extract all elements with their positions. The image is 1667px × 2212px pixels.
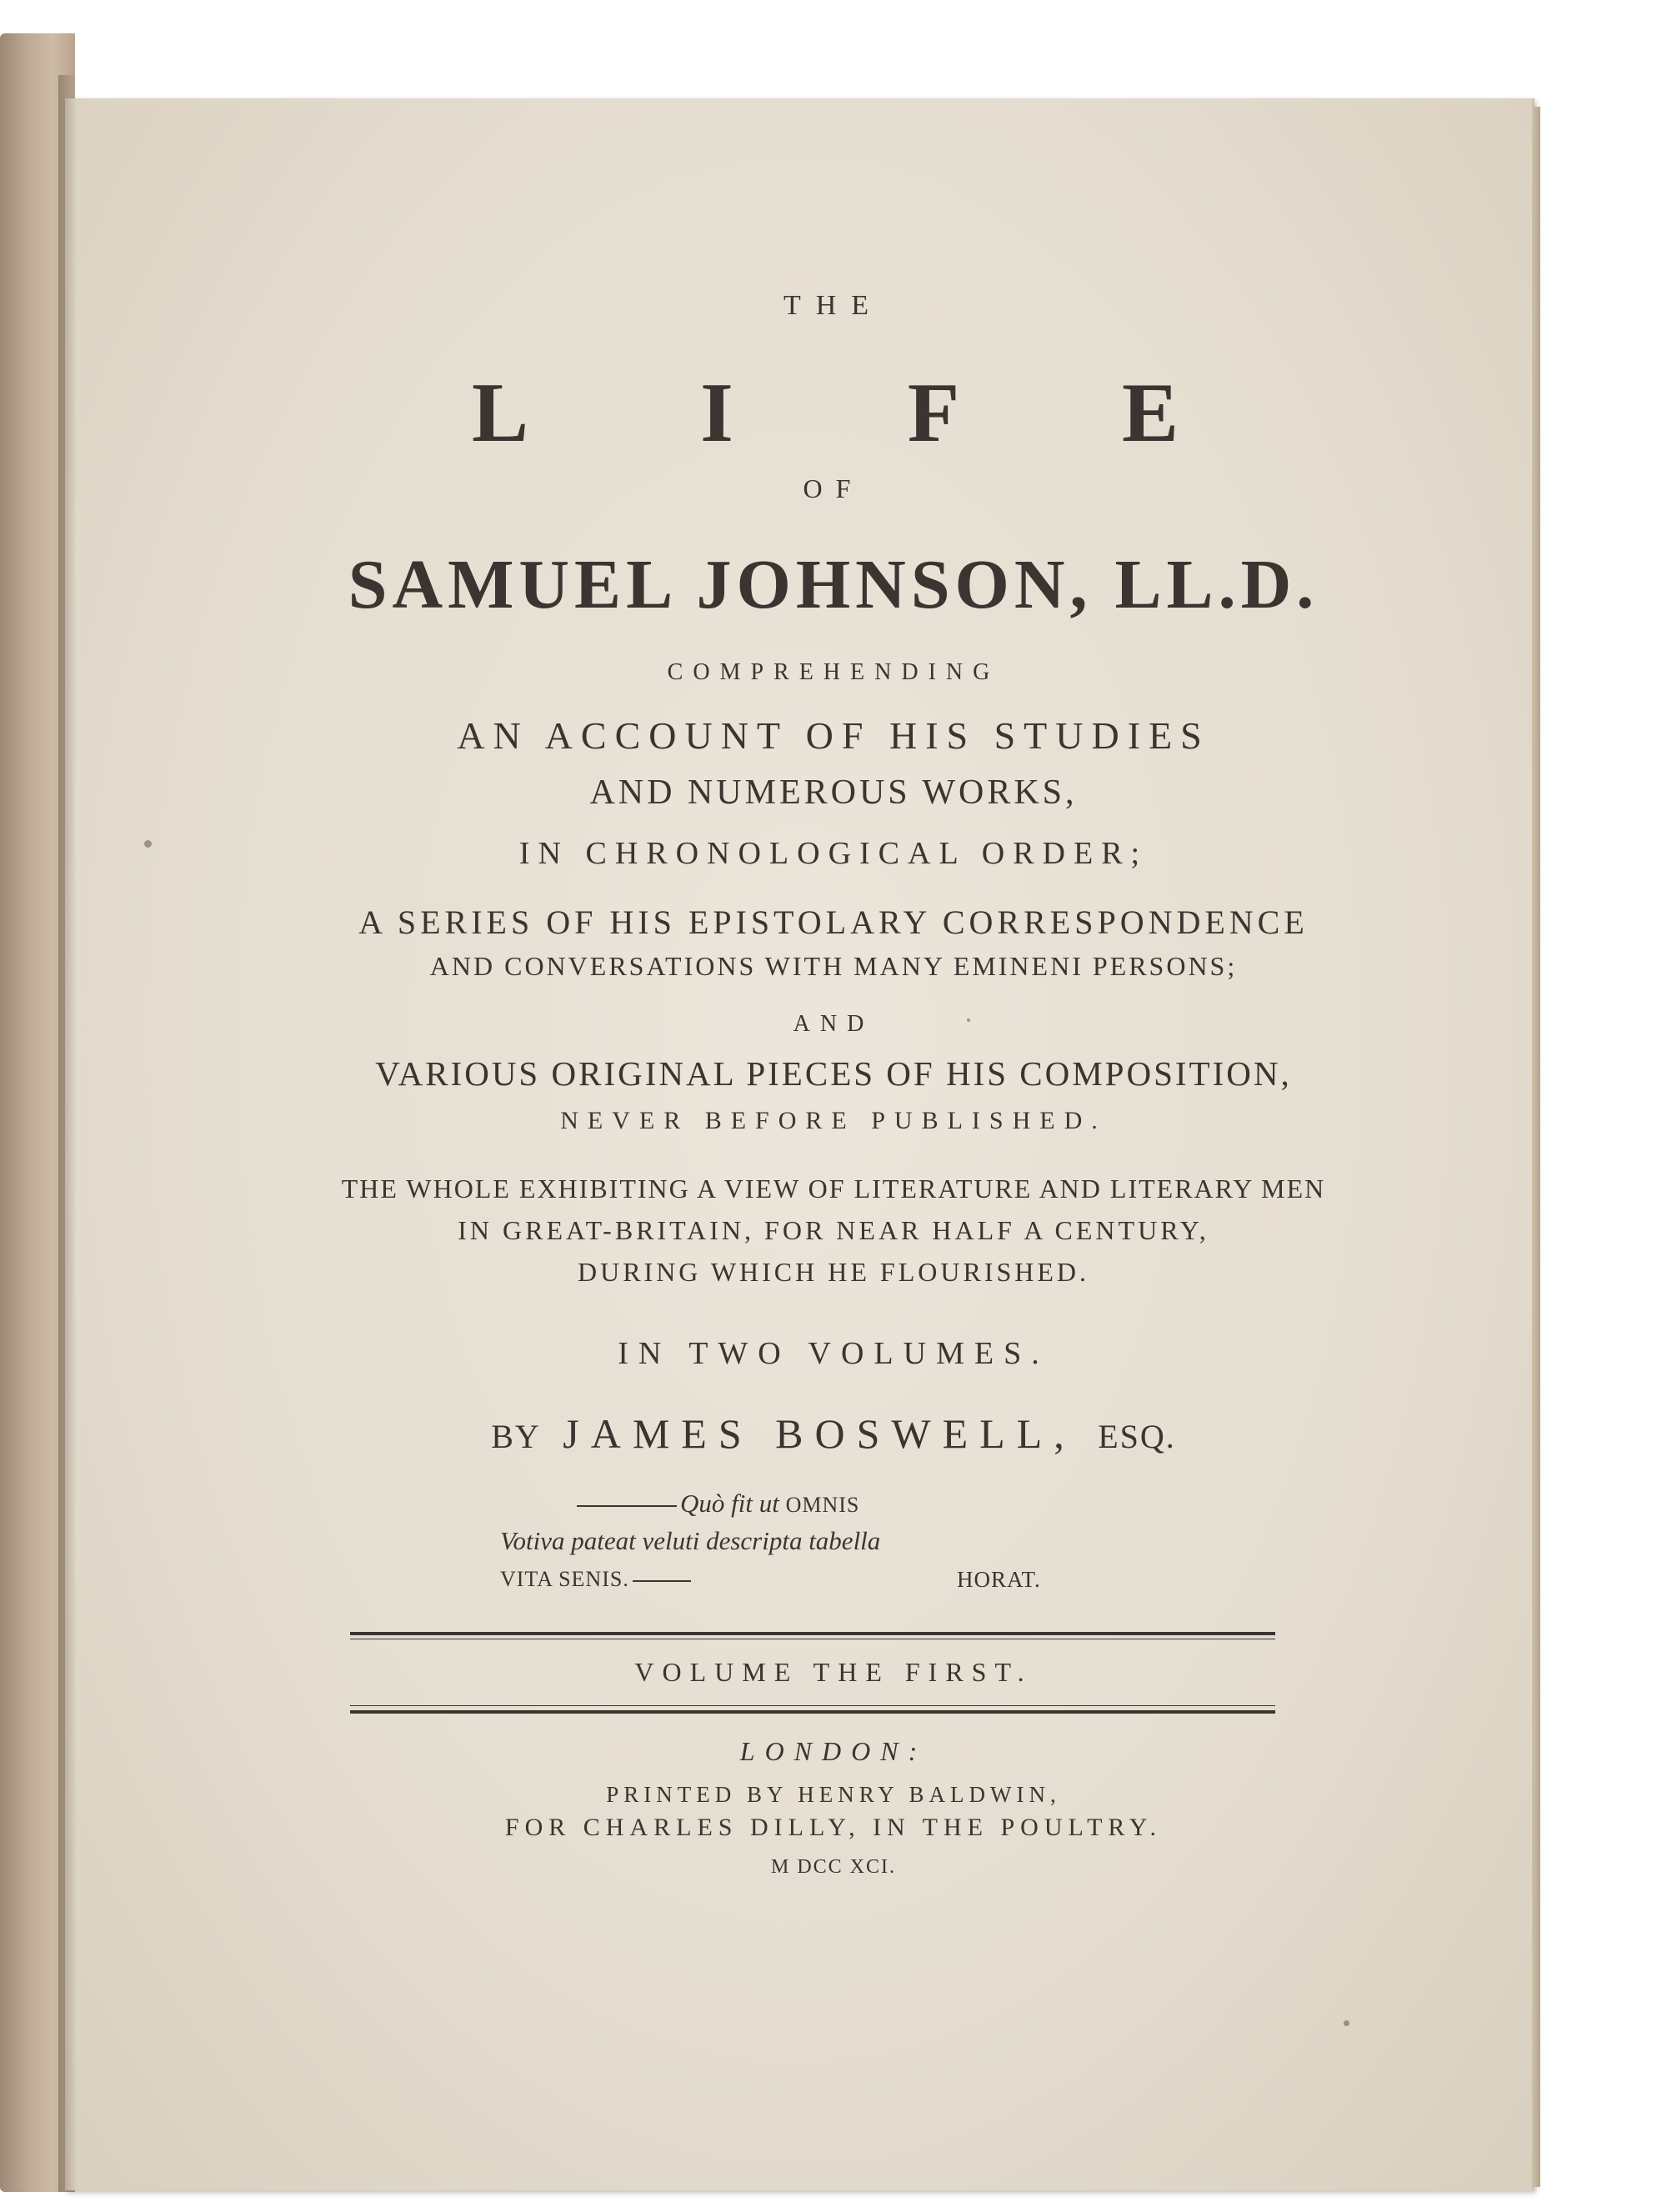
imprint-city: LONDON: bbox=[739, 1736, 928, 1766]
epigraph-dash bbox=[633, 1580, 691, 1582]
whole-line-3: DURING WHICH HE FLOURISHED. bbox=[577, 1257, 1090, 1287]
imprint-printer: PRINTED BY HENRY BALDWIN, bbox=[606, 1782, 1061, 1807]
epigraph-line-2: Votiva pateat veluti descripta tabella bbox=[500, 1526, 881, 1555]
imprint-publisher: FOR CHARLES DILLY, IN THE POULTRY. bbox=[504, 1814, 1163, 1841]
title-the: THE bbox=[783, 290, 884, 321]
double-rule-bottom-thin bbox=[350, 1705, 1275, 1706]
author-suffix: ESQ. bbox=[1098, 1418, 1176, 1455]
title-life-letter: I bbox=[700, 366, 733, 460]
series-line-2: AND CONVERSATIONS WITH MANY EMINENI PERSONS; bbox=[429, 951, 1238, 981]
volumes-line: IN TWO VOLUMES. bbox=[618, 1336, 1049, 1371]
never-published-line: NEVER BEFORE PUBLISHED. bbox=[560, 1107, 1107, 1134]
chronological-line: IN CHRONOLOGICAL ORDER; bbox=[518, 836, 1149, 871]
author-line bbox=[0, 1410, 1667, 1457]
whole-line-2: IN GREAT-BRITAIN, FOR NEAR HALF A CENTURY, bbox=[458, 1215, 1209, 1245]
various-line: VARIOUS ORIGINAL PIECES OF HIS COMPOSITION, bbox=[375, 1054, 1292, 1093]
epigraph-attribution: HORAT. bbox=[957, 1567, 1041, 1592]
comprehending-line: COMPREHENDING bbox=[667, 659, 1000, 685]
double-rule-top bbox=[350, 1632, 1275, 1635]
by-word: BY bbox=[491, 1418, 541, 1455]
foxing-spot bbox=[1344, 2020, 1349, 2026]
series-line-1: A SERIES OF HIS EPISTOLARY CORRESPONDENCE bbox=[358, 903, 1309, 941]
title-of: OF bbox=[803, 473, 864, 503]
and-line: AND bbox=[793, 1011, 874, 1037]
account-line-2: AND NUMEROUS WORKS, bbox=[589, 773, 1078, 812]
account-line-1: AN ACCOUNT OF HIS STUDIES bbox=[457, 714, 1210, 757]
epigraph-vita: VITA SENIS. bbox=[500, 1567, 629, 1591]
author-name: JAMES BOSWELL, bbox=[563, 1410, 1076, 1457]
epigraph-caps: OMNIS bbox=[785, 1493, 860, 1517]
volume-label: VOLUME THE FIRST. bbox=[634, 1657, 1033, 1687]
title-life-letter: L bbox=[471, 366, 529, 460]
epigraph-dash bbox=[577, 1505, 677, 1507]
double-rule-bottom bbox=[350, 1710, 1275, 1714]
imprint-year: M DCC XCI. bbox=[770, 1856, 897, 1878]
epigraph-line-1 bbox=[577, 1490, 859, 1516]
epigraph-line-3 bbox=[500, 1569, 691, 1590]
title-life-letter: E bbox=[1121, 366, 1179, 460]
title-life bbox=[392, 366, 1275, 460]
title-life-letter: F bbox=[907, 366, 960, 460]
epigraph-italic: Quò fit ut bbox=[680, 1489, 779, 1518]
title-subject: SAMUEL JOHNSON, LL.D. bbox=[348, 546, 1319, 623]
whole-line-1: THE WHOLE EXHIBITING A VIEW OF LITERATURE AND LITERARY MEN bbox=[341, 1174, 1326, 1204]
